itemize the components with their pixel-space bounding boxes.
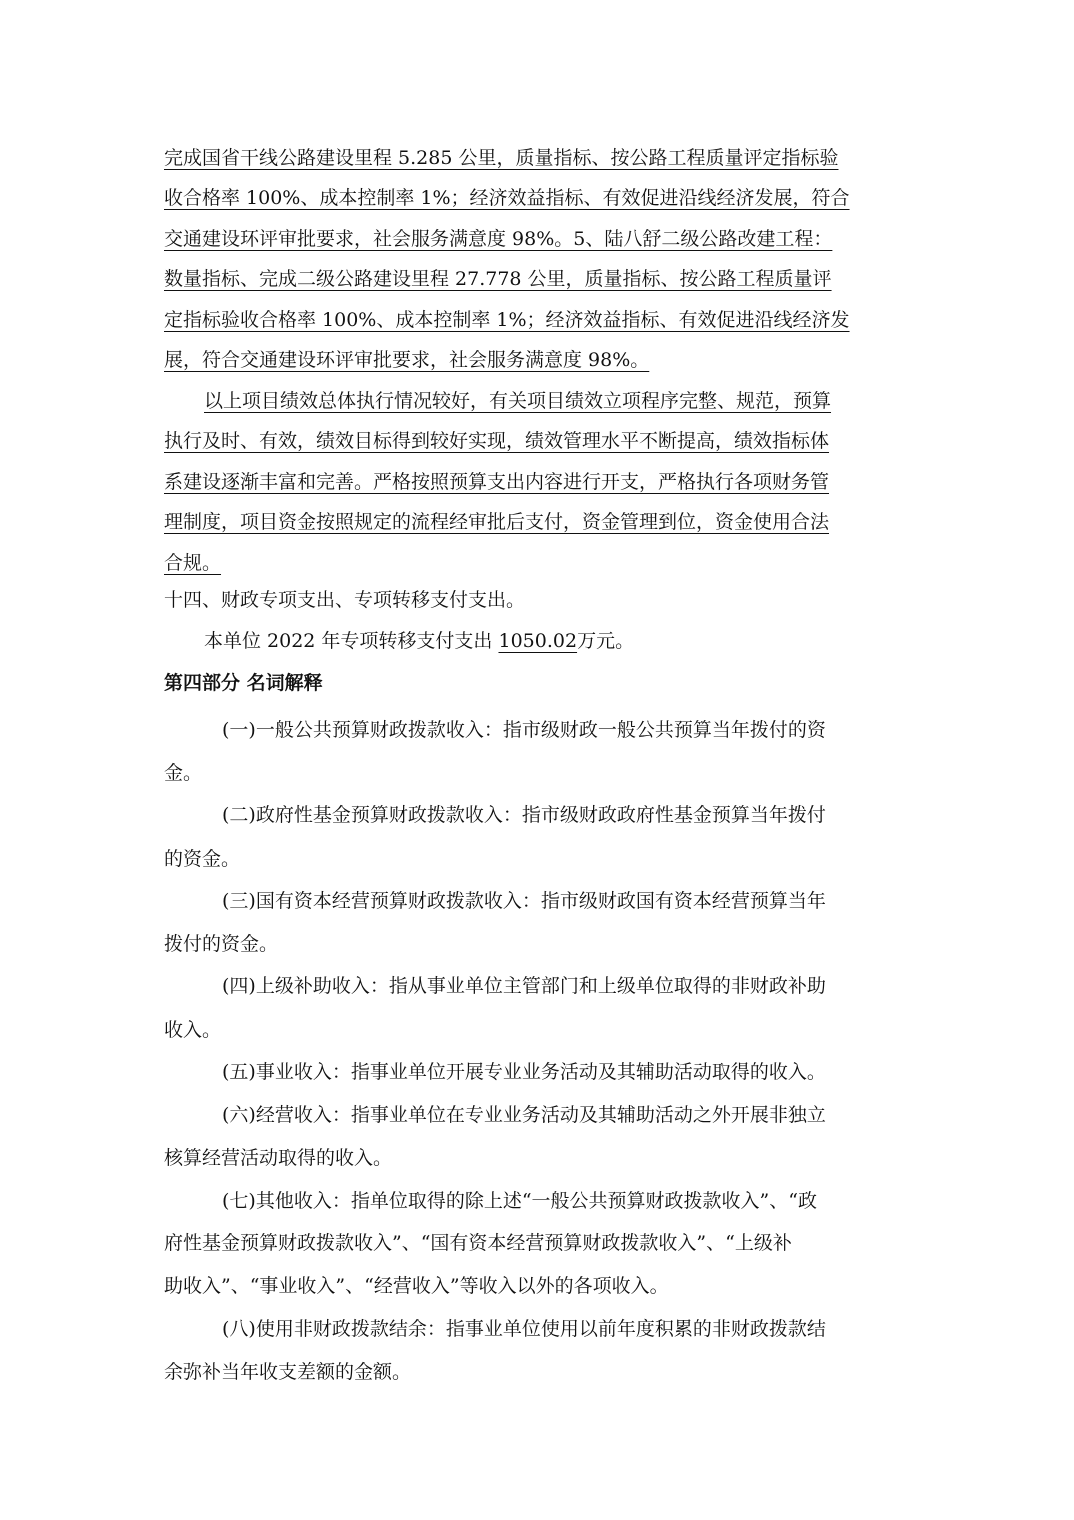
summary-line-1: 以上项目绩效总体执行情况较好，有关项目绩效立项程序完整、规范，预算 xyxy=(204,390,832,412)
part4-heading: 第四部分 名词解释 xyxy=(164,672,323,694)
section14-text-before: 本单位 2022 年专项转移支付支出 xyxy=(204,630,493,652)
summary-line-3: 系建设逐渐丰富和完善。严格按照预算支出内容进行开支，严格执行各项财务管 xyxy=(164,471,830,493)
term-3-line2: 拨付的资金。 xyxy=(164,933,279,955)
term-7-line3: 助收入”、“事业收入”、“经营收入”等收入以外的各项收入。 xyxy=(164,1275,669,1297)
term-7-line2: 府性基金预算财政拨款收入”、“国有资本经营预算财政拨款收入”、“上级补 xyxy=(164,1232,792,1254)
term-4-line2: 收入。 xyxy=(164,1019,222,1041)
term-8-line2: 余弥补当年收支差额的金额。 xyxy=(164,1361,412,1383)
section14-amount: 1050.02 xyxy=(498,630,578,652)
performance-line-2: 收合格率 100%、成本控制率 1%；经济效益指标、有效促进沿线经济发展，符合 xyxy=(164,187,850,209)
performance-line-3: 交通建设环评审批要求，社会服务满意度 98%。5、陆八舒二级公路改建工程： xyxy=(164,228,833,250)
performance-line-6: 展，符合交通建设环评审批要求，社会服务满意度 98%。 xyxy=(164,349,650,371)
term-6-line2: 核算经营活动取得的收入。 xyxy=(164,1147,393,1169)
summary-line-5: 合规。 xyxy=(164,552,222,574)
term-3-line1: (三)国有资本经营预算财政拨款收入：指市级财政国有资本经营预算当年 xyxy=(222,890,826,912)
section14-text-after: 万元。 xyxy=(577,630,635,652)
performance-line-5: 定指标验收合格率 100%、成本控制率 1%；经济效益指标、有效促进沿线经济发 xyxy=(164,309,850,331)
term-7-line1: (七)其他收入：指单位取得的除上述“一般公共预算财政拨款收入”、“政 xyxy=(222,1190,817,1212)
summary-line-4: 理制度，项目资金按照规定的流程经审批后支付，资金管理到位，资金使用合法 xyxy=(164,511,830,533)
term-2-line2: 的资金。 xyxy=(164,848,241,870)
section14-heading: 十四、财政专项支出、专项转移支付支出。 xyxy=(164,589,526,611)
term-6-line1: (六)经营收入：指事业单位在专业业务活动及其辅助活动之外开展非独立 xyxy=(222,1104,826,1126)
section14-text xyxy=(204,628,634,654)
term-5-line1: (五)事业收入：指事业单位开展专业业务活动及其辅助活动取得的收入。 xyxy=(222,1061,826,1083)
term-1-line1: (一)一般公共预算财政拨款收入：指市级财政一般公共预算当年拨付的资 xyxy=(222,719,826,741)
term-8-line1: (八)使用非财政拨款结余：指事业单位使用以前年度积累的非财政拨款结 xyxy=(222,1318,826,1340)
performance-line-4: 数量指标、完成二级公路建设里程 27.778 公里，质量指标、按公路工程质量评 xyxy=(164,268,832,290)
term-2-line1: (二)政府性基金预算财政拨款收入：指市级财政政府性基金预算当年拨付 xyxy=(222,804,826,826)
performance-line-1: 完成国省干线公路建设里程 5.285 公里，质量指标、按公路工程质量评定指标验 xyxy=(164,147,839,169)
term-1-line2: 金。 xyxy=(164,762,203,784)
summary-line-2: 执行及时、有效，绩效目标得到较好实现，绩效管理水平不断提高，绩效指标体 xyxy=(164,430,830,452)
term-4-line1: (四)上级补助收入：指从事业单位主管部门和上级单位取得的非财政补助 xyxy=(222,975,826,997)
